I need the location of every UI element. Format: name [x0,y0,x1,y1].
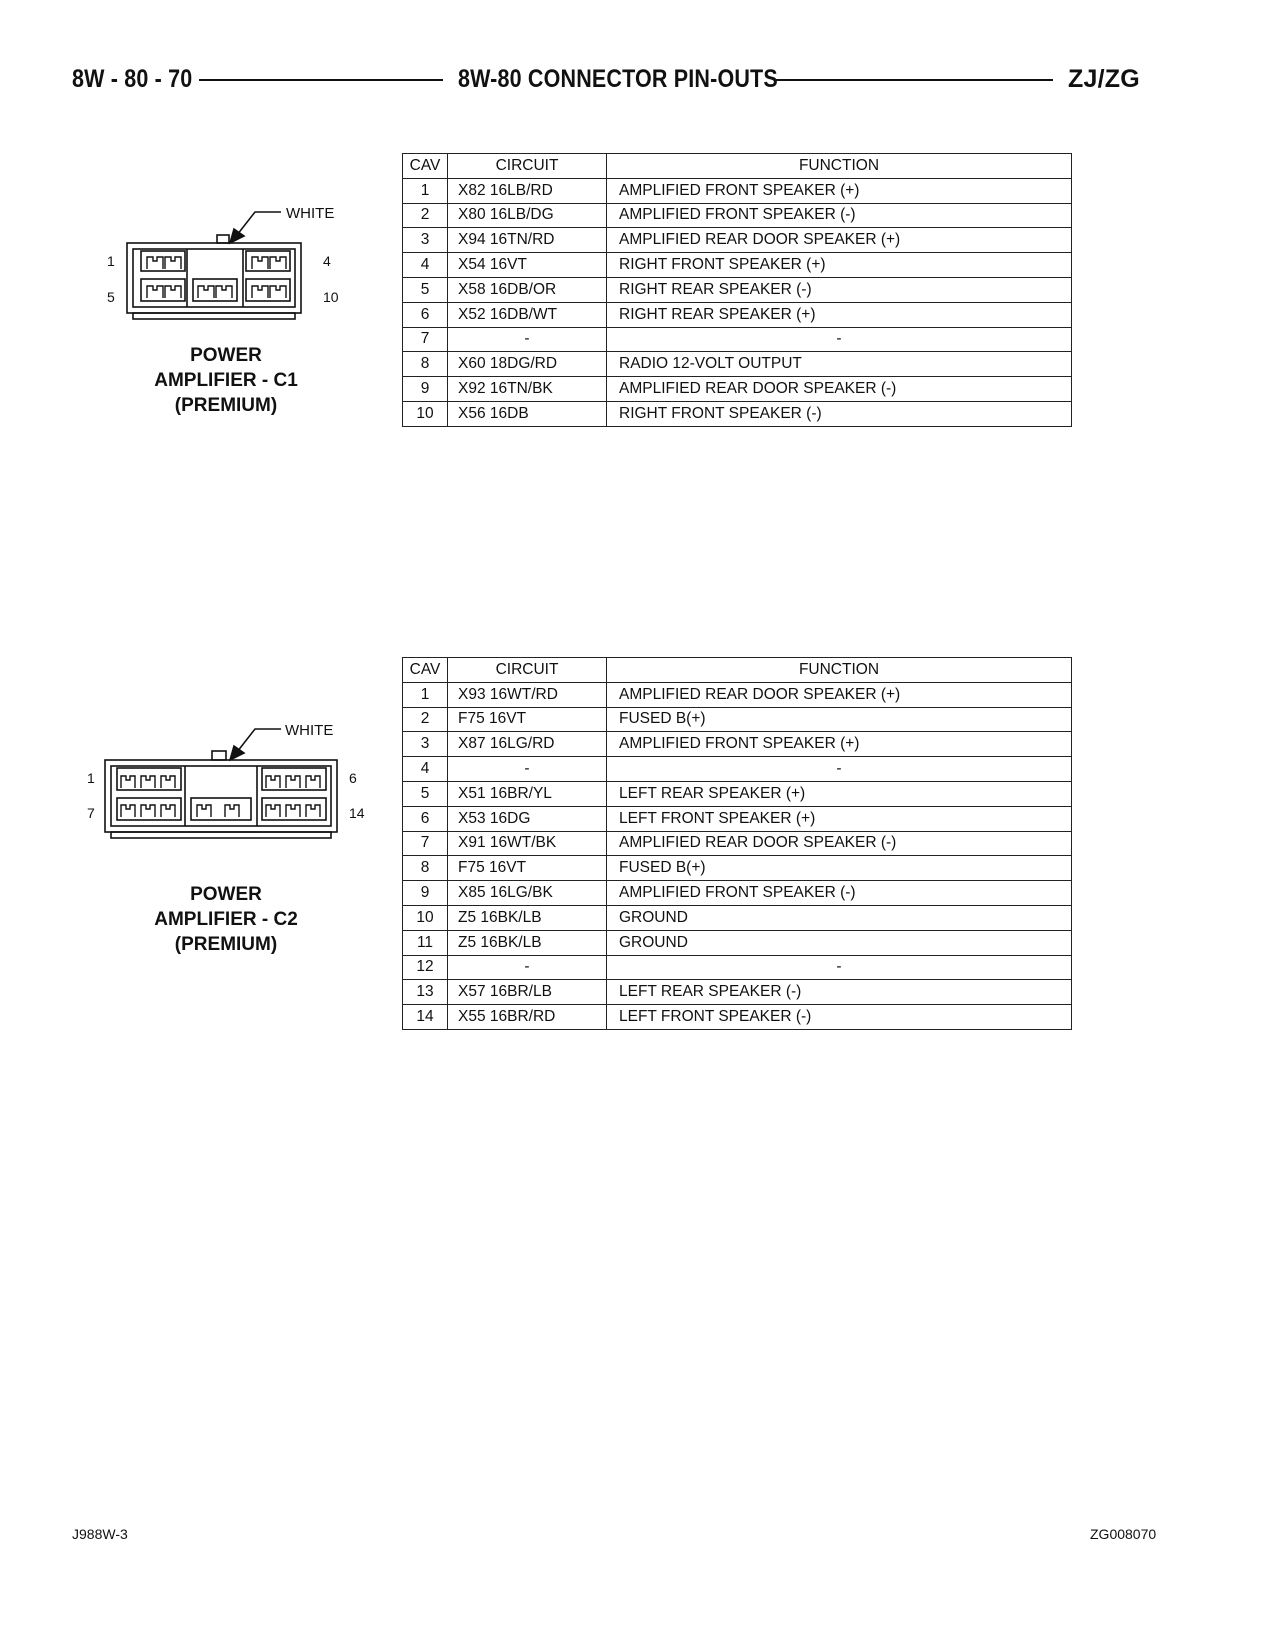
cell-function: AMPLIFIED FRONT SPEAKER (-) [607,881,1072,906]
connector-c1-label-line3: (PREMIUM) [174,395,278,416]
pin-label-6: 6 [349,770,357,786]
table-row [403,302,1072,327]
cell-circuit: X53 16DG [448,806,607,831]
table-row [403,732,1072,757]
cell-circuit: Z5 16BK/LB [448,905,607,930]
cell-cav: 10 [403,401,448,426]
header-cav: CAV [403,658,448,683]
cell-function: LEFT REAR SPEAKER (+) [607,781,1072,806]
cell-circuit: X87 16LG/RD [448,732,607,757]
cell-cav: 10 [403,905,448,930]
page-number: 8W - 80 - 70 [72,65,193,93]
table-row [403,178,1072,203]
pin-label-5: 5 [107,289,115,305]
cell-cav: 7 [403,831,448,856]
cell-function: AMPLIFIED REAR DOOR SPEAKER (+) [607,228,1072,253]
table-row [403,1005,1072,1030]
cell-function: LEFT REAR SPEAKER (-) [607,980,1072,1005]
header-circuit: CIRCUIT [448,658,607,683]
cell-cav: 8 [403,352,448,377]
cell-function: AMPLIFIED FRONT SPEAKER (+) [607,178,1072,203]
cell-circuit: X94 16TN/RD [448,228,607,253]
pin-label-4: 4 [323,253,331,269]
header-function: FUNCTION [607,658,1072,683]
cell-function: - [607,327,1072,352]
table-row [403,806,1072,831]
pin-label-1: 1 [107,253,115,269]
connector-c2-label-line3: (PREMIUM) [174,934,278,955]
table-row [403,327,1072,352]
table-row [403,831,1072,856]
cell-circuit: X57 16BR/LB [448,980,607,1005]
cell-function: LEFT FRONT SPEAKER (-) [607,1005,1072,1030]
table-row [403,905,1072,930]
table-row [403,401,1072,426]
cell-cav: 11 [403,930,448,955]
cell-cav: 9 [403,377,448,402]
cell-circuit: F75 16VT [448,856,607,881]
cell-function: FUSED B(+) [607,856,1072,881]
cell-circuit: X85 16LG/BK [448,881,607,906]
cell-function: AMPLIFIED REAR DOOR SPEAKER (-) [607,377,1072,402]
table-row [403,377,1072,402]
table-row [403,757,1072,782]
footer-left-code: J988W-3 [72,1526,128,1542]
cell-cav: 3 [403,228,448,253]
cell-function: LEFT FRONT SPEAKER (+) [607,806,1072,831]
cell-circuit: X51 16BR/YL [448,781,607,806]
table-header-row [403,658,1072,683]
header-function: FUNCTION [607,154,1072,179]
cell-circuit: X55 16BR/RD [448,1005,607,1030]
cell-function: GROUND [607,905,1072,930]
header-rule-left [199,79,443,81]
table-row [403,277,1072,302]
table-row [403,955,1072,980]
table-row [403,682,1072,707]
cell-function: RIGHT REAR SPEAKER (+) [607,302,1072,327]
cell-cav: 4 [403,253,448,278]
connector-c2-label [116,882,336,957]
connector-c1-label-line1: POWER [190,345,262,366]
table-row [403,253,1072,278]
cell-function: AMPLIFIED REAR DOOR SPEAKER (+) [607,682,1072,707]
cell-function: AMPLIFIED REAR DOOR SPEAKER (-) [607,831,1072,856]
cell-circuit: X93 16WT/RD [448,682,607,707]
cell-cav: 3 [403,732,448,757]
connector-c1-label-line2: AMPLIFIER - C1 [154,370,298,391]
pinout-table-c1 [402,153,1072,427]
cell-cav: 2 [403,203,448,228]
cell-function: FUSED B(+) [607,707,1072,732]
cell-cav: 13 [403,980,448,1005]
cell-circuit: X56 16DB [448,401,607,426]
model-code: ZJ/ZG [1068,65,1140,93]
pin-label-7: 7 [87,805,95,821]
table-row [403,781,1072,806]
cell-function: AMPLIFIED FRONT SPEAKER (-) [607,203,1072,228]
table-row [403,352,1072,377]
pin-label-10: 10 [323,289,339,305]
cell-circuit: X58 16DB/OR [448,277,607,302]
cell-circuit: X60 18DG/RD [448,352,607,377]
pin-label-14: 14 [349,805,365,821]
header-rule-right [776,79,1053,81]
color-label-c1: WHITE [286,205,335,222]
connector-c2-label-line2: AMPLIFIER - C2 [154,909,298,930]
table-row [403,707,1072,732]
header-circuit: CIRCUIT [448,154,607,179]
table-row [403,203,1072,228]
cell-circuit: - [448,757,607,782]
table-row [403,930,1072,955]
cell-cav: 9 [403,881,448,906]
cell-cav: 5 [403,277,448,302]
cell-circuit: F75 16VT [448,707,607,732]
cell-function: RIGHT FRONT SPEAKER (-) [607,401,1072,426]
cell-circuit: X82 16LB/RD [448,178,607,203]
cell-cav: 5 [403,781,448,806]
cell-circuit: - [448,327,607,352]
cell-circuit: X92 16TN/BK [448,377,607,402]
cell-function: - [607,757,1072,782]
cell-cav: 12 [403,955,448,980]
connector-c2-outline [75,712,375,872]
cell-cav: 14 [403,1005,448,1030]
pin-label-1: 1 [87,770,95,786]
table-row [403,228,1072,253]
cell-function: RIGHT REAR SPEAKER (-) [607,277,1072,302]
connector-c2-diagram [75,712,375,872]
cell-circuit: X54 16VT [448,253,607,278]
connector-c1-outline [95,190,355,350]
cell-cav: 6 [403,302,448,327]
cell-function: RADIO 12-VOLT OUTPUT [607,352,1072,377]
connector-c1-diagram [95,190,355,350]
cell-circuit: X80 16LB/DG [448,203,607,228]
cell-circuit: X91 16WT/BK [448,831,607,856]
pinout-table-c2 [402,657,1072,1030]
cell-function: - [607,955,1072,980]
cell-cav: 1 [403,682,448,707]
cell-cav: 2 [403,707,448,732]
cell-function: RIGHT FRONT SPEAKER (+) [607,253,1072,278]
cell-cav: 6 [403,806,448,831]
cell-function: AMPLIFIED FRONT SPEAKER (+) [607,732,1072,757]
cell-cav: 8 [403,856,448,881]
cell-circuit: Z5 16BK/LB [448,930,607,955]
cell-cav: 4 [403,757,448,782]
connector-c2-label-line1: POWER [190,884,262,905]
cell-cav: 1 [403,178,448,203]
header-cav: CAV [403,154,448,179]
table-row [403,980,1072,1005]
cell-circuit: X52 16DB/WT [448,302,607,327]
table-row [403,856,1072,881]
connector-c1-label [116,343,336,418]
table-header-row [403,154,1072,179]
table-row [403,881,1072,906]
color-label-c2: WHITE [285,722,334,739]
cell-function: GROUND [607,930,1072,955]
footer-right-code: ZG008070 [1090,1526,1157,1542]
page-title: 8W-80 CONNECTOR PIN-OUTS [458,65,778,93]
cell-circuit: - [448,955,607,980]
cell-cav: 7 [403,327,448,352]
